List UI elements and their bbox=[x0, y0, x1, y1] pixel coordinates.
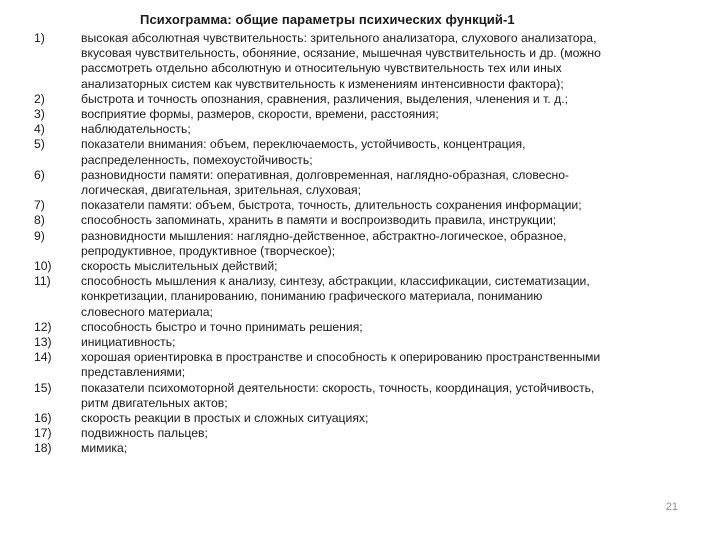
list-item-number: 8) bbox=[34, 213, 45, 228]
list-item-number: 3) bbox=[34, 107, 45, 122]
list-item-line: способность быстро и точно принимать решения; bbox=[81, 319, 363, 334]
list-item-line: логическая, двигательная, зрительная, слуховая; bbox=[81, 183, 361, 198]
list-item bbox=[34, 411, 674, 426]
list-item-line: ритм двигательных актов; bbox=[81, 395, 228, 410]
list-item bbox=[34, 92, 674, 107]
list-item-line: словесного материала; bbox=[81, 304, 213, 319]
list-item-line: наблюдательность; bbox=[81, 122, 191, 137]
list-item-number: 12) bbox=[34, 319, 52, 334]
list-item-line: рассмотреть отдельно абсолютную и относительную чувствительность тех или иных bbox=[81, 61, 562, 76]
list-item-line: быстрота и точность опознания, сравнения, различения, выделения, членения и т. д.; bbox=[81, 91, 568, 106]
list-item-number: 7) bbox=[34, 198, 45, 213]
list-item-line: хорошая ориентировка в пространстве и способность к оперированию пространственными bbox=[81, 350, 601, 365]
list-item bbox=[34, 168, 674, 198]
list-item bbox=[34, 350, 674, 380]
list-item-line: анализаторных систем как чувствительность к изменениям интенсивности фактора); bbox=[81, 76, 564, 91]
list-item-line: способность запоминать, хранить в памяти и воспроизводить правила, инструкции; bbox=[81, 213, 557, 228]
list-item bbox=[34, 122, 674, 137]
list-item-line: разновидности памяти: оперативная, долговременная, наглядно-образная, словесно- bbox=[81, 167, 570, 182]
list-item-text bbox=[81, 411, 674, 426]
list-item-line: подвижность пальцев; bbox=[81, 426, 208, 441]
list-item-number: 17) bbox=[34, 426, 52, 441]
list-item-line: показатели психомоторной деятельности: скорость, точность, координация, устойчивость, bbox=[81, 380, 595, 395]
list-item-text bbox=[81, 107, 674, 122]
list-item bbox=[34, 426, 674, 441]
list-item-number: 14) bbox=[34, 350, 52, 365]
list-item-line: способность мышления к анализу, синтезу, абстракции, классификации, систематизации, bbox=[81, 274, 590, 289]
list-item-line: показатели памяти: объем, быстрота, точность, длительность сохранения информации; bbox=[81, 198, 582, 213]
list-item-number: 9) bbox=[34, 228, 45, 243]
list-item bbox=[34, 107, 674, 122]
list-item-line: репродуктивное, продуктивное (творческое); bbox=[81, 243, 336, 258]
list-item-line: высокая абсолютная чувствительность: зрительного анализатора, слухового анализатора, bbox=[81, 31, 597, 45]
list-item-text bbox=[81, 92, 674, 107]
list-item-number: 4) bbox=[34, 122, 45, 137]
list-item-line: скорость мыслительных действий; bbox=[81, 259, 278, 274]
list-item-line: мимика; bbox=[81, 441, 128, 456]
list-item-line: показатели внимания: объем, переключаемость, устойчивость, концентрация, bbox=[81, 137, 526, 152]
list-item-text bbox=[81, 168, 674, 198]
list-item bbox=[34, 335, 674, 350]
list-item-text bbox=[81, 198, 674, 213]
list-item-number: 6) bbox=[34, 167, 45, 182]
list-item bbox=[34, 259, 674, 274]
list-item-line: скорость реакции в простых и сложных ситуациях; bbox=[81, 411, 369, 426]
list-item-text bbox=[81, 381, 674, 411]
list-item-text bbox=[81, 213, 674, 228]
list-item bbox=[34, 320, 674, 335]
list-item-line: конкретизации, планированию, пониманию графического материала, пониманию bbox=[81, 289, 543, 304]
list-item bbox=[34, 213, 674, 228]
list-item-number: 18) bbox=[34, 441, 52, 456]
list-item-number: 13) bbox=[34, 335, 52, 350]
list-item-number: 1) bbox=[34, 31, 45, 45]
list-item-number: 11) bbox=[34, 274, 51, 289]
list-item-number: 5) bbox=[34, 137, 45, 152]
list-item bbox=[34, 229, 674, 259]
list-item bbox=[34, 137, 674, 167]
list-item-text bbox=[81, 122, 674, 137]
list-item-text bbox=[81, 426, 674, 441]
list-item-number: 2) bbox=[34, 91, 45, 106]
list-item-text bbox=[81, 320, 674, 335]
list-item-text bbox=[81, 259, 674, 274]
list-item-number: 10) bbox=[34, 259, 52, 274]
list-item-text bbox=[81, 31, 674, 92]
list-item-line: вкусовая чувствительность, обоняние, осязание, мышечная чувствительность и др. (можно bbox=[81, 46, 601, 61]
list-item-line: представлениями; bbox=[81, 365, 186, 380]
list-item-number: 15) bbox=[34, 380, 52, 395]
list-item-text bbox=[81, 441, 674, 456]
list-item-line: распределенность, помехоустойчивость; bbox=[81, 152, 313, 167]
page-number: 21 bbox=[665, 501, 678, 513]
list-item bbox=[34, 441, 674, 456]
slide-title: Психограмма: общие параметры психических функций-1 bbox=[140, 12, 515, 27]
list-item bbox=[34, 31, 674, 92]
list-item bbox=[34, 198, 674, 213]
list-item-line: разновидности мышления: наглядно-действенное, абстрактно-логическое, образное, bbox=[81, 228, 567, 243]
list-item-text bbox=[81, 335, 674, 350]
list-item bbox=[34, 381, 674, 411]
list-item-text bbox=[81, 137, 674, 167]
list-item-text bbox=[81, 274, 674, 320]
list-item-line: инициативность; bbox=[81, 335, 176, 350]
numbered-list bbox=[34, 31, 674, 457]
list-item-line: восприятие формы, размеров, скорости, времени, расстояния; bbox=[81, 107, 439, 122]
list-item-text bbox=[81, 229, 674, 259]
list-item bbox=[34, 274, 674, 320]
list-item-number: 16) bbox=[34, 411, 52, 426]
list-item-text bbox=[81, 350, 674, 380]
